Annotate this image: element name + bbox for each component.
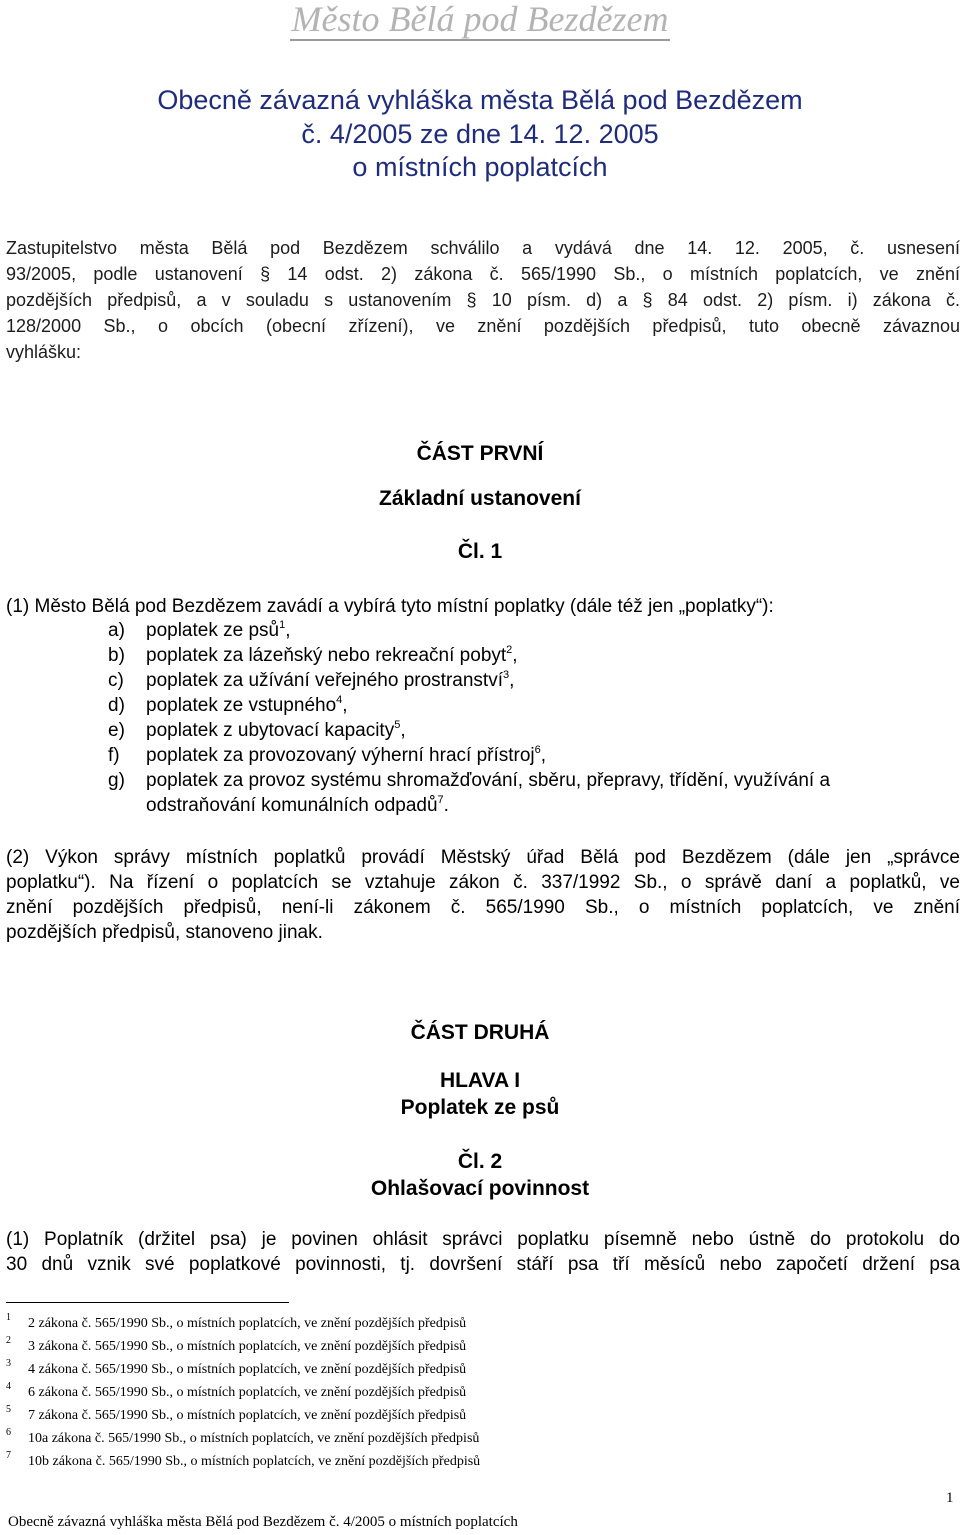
intro-line2: 93/2005, podle ustanovení § 14 odst. 2) zákona č. 565/1990 Sb., o místních poplatcích, ve znění <box>6 264 960 284</box>
header-title: Město Bělá pod Bezdězem <box>291 0 669 39</box>
footnote-text: 7 zákona č. 565/1990 Sb., o místních poplatcích, ve znění pozdějších předpisů <box>28 1408 467 1423</box>
part2-article-title: Ohlašovací povinnost <box>370 1177 590 1200</box>
footnote <box>0 1336 700 1358</box>
list-item-letter: d) <box>108 695 125 716</box>
footnote-text: 3 zákona č. 565/1990 Sb., o místních poplatcích, ve znění pozdějších předpisů <box>28 1339 467 1354</box>
part2-para1-line1: (1) Poplatník (držitel psa) je povinen ohlásit správci poplatku písemně nebo ústně do protokolu do <box>6 1229 960 1250</box>
part2-hlava-title: Poplatek ze psů <box>400 1096 560 1119</box>
intro-line3: pozdějších předpisů, a v souladu s ustanovením § 10 písm. d) a § 84 odst. 2) písm. i) zákona č. <box>6 290 960 310</box>
page-number: 1 <box>946 1490 954 1506</box>
footnote <box>0 1382 700 1404</box>
list-item-text: poplatek za provoz systému shromažďování, sběru, přepravy, třídění, využívání a <box>146 770 831 791</box>
footnote-number: 6 <box>6 1427 11 1438</box>
list-item-g-line2: odstraňování komunálních odpadů$^7$. <box>146 793 449 816</box>
doc-title-line1: Obecně závazná vyhláška města Bělá pod Bezdězem <box>157 85 803 115</box>
list-item-text: poplatek za užívání veřejného prostranství$^3$, <box>146 668 515 691</box>
footnote <box>0 1359 700 1381</box>
footnote <box>0 1313 700 1335</box>
list-item-letter: e) <box>108 720 125 741</box>
footnote-separator <box>6 1302 289 1303</box>
footnote-text: 10a zákona č. 565/1990 Sb., o místních poplatcích, ve znění pozdějších předpisů <box>28 1431 480 1446</box>
list-item-text: poplatek z ubytovací kapacity$^5$, <box>146 718 406 741</box>
part2-heading: ČÁST DRUHÁ <box>410 1021 550 1044</box>
footnote-text: 6 zákona č. 565/1990 Sb., o místních poplatcích, ve znění pozdějších předpisů <box>28 1385 467 1400</box>
part1-para1: (1) Město Bělá pod Bezdězem zavádí a vybírá tyto místní poplatky (dále též jen „poplatky“): <box>6 596 774 617</box>
list-item-letter: f) <box>108 745 120 766</box>
footnote-number: 3 <box>6 1358 11 1369</box>
footnote <box>0 1451 700 1473</box>
list-item-letter: b) <box>108 645 125 666</box>
part2-para1-line2: 30 dnů vznik své poplatkové povinnosti, tj. dovršení stáří psa tří měsíců nebo započetí držení psa <box>6 1254 960 1275</box>
doc-title-line2: č. 4/2005 ze dne 14. 12. 2005 <box>301 119 659 149</box>
list-item-text: poplatek za provozovaný výherní hrací přístroj$^6$, <box>146 743 547 766</box>
footnote-number: 2 <box>6 1335 11 1346</box>
part1-para2-line1: (2) Výkon správy místních poplatků provádí Městský úřad Bělá pod Bezdězem (dále jen „správce <box>6 847 960 868</box>
list-item-text: poplatek za lázeňský nebo rekreační pobyt$^2$, <box>146 643 518 666</box>
part1-heading: ČÁST PRVNÍ <box>416 442 544 465</box>
part1-para2-line3: znění pozdějších předpisů, není-li zákonem č. 565/1990 Sb., o místních poplatcích, ve znění <box>6 897 960 918</box>
footnote-text: 10b zákona č. 565/1990 Sb., o místních poplatcích, ve znění pozdějších předpisů <box>28 1454 481 1469</box>
footnote-number: 5 <box>6 1404 11 1415</box>
doc-title-line3: o místních poplatcích <box>352 152 608 182</box>
part1-para2-line4: pozdějších předpisů, stanoveno jinak. <box>6 922 323 943</box>
part2-hlava: HLAVA I <box>439 1069 521 1092</box>
footnote-number: 7 <box>6 1450 11 1461</box>
list-item-letter: a) <box>108 620 125 641</box>
footer-text: Obecně závazná vyhláška města Bělá pod Bezdězem č. 4/2005 o místních poplatcích <box>8 1514 518 1530</box>
intro-line1: Zastupitelstvo města Bělá pod Bezdězem schválilo a vydává dne 14. 12. 2005, č. usnesení <box>6 238 960 258</box>
part1-article: Čl. 1 <box>457 540 503 563</box>
footnote <box>0 1428 700 1450</box>
part1-para2-line2: poplatku“). Na řízení o poplatcích se vztahuje zákon č. 337/1992 Sb., o správě daní a poplatků, ve <box>6 872 960 893</box>
list-item-text: poplatek ze psů$^1$, <box>146 618 291 641</box>
footnote-text: 4 zákona č. 565/1990 Sb., o místních poplatcích, ve znění pozdějších předpisů <box>28 1362 467 1377</box>
part1-subheading: Základní ustanovení <box>379 487 581 510</box>
intro-line5: vyhlášku: <box>6 342 82 362</box>
footnote-number: 4 <box>6 1381 11 1392</box>
intro-line4: 128/2000 Sb., o obcích (obecní zřízení), ve znění pozdějších předpisů, tuto obecně závaznou <box>6 316 960 336</box>
list-item-letter: c) <box>108 670 124 691</box>
footnote-text: 2 zákona č. 565/1990 Sb., o místních poplatcích, ve znění pozdějších předpisů <box>28 1316 467 1331</box>
footnote-number: 1 <box>6 1312 11 1323</box>
footnote <box>0 1405 700 1427</box>
part2-article: Čl. 2 <box>457 1150 503 1173</box>
list-item-letter: g) <box>108 770 125 791</box>
list-item-text: poplatek ze vstupného$^4$, <box>146 693 348 716</box>
